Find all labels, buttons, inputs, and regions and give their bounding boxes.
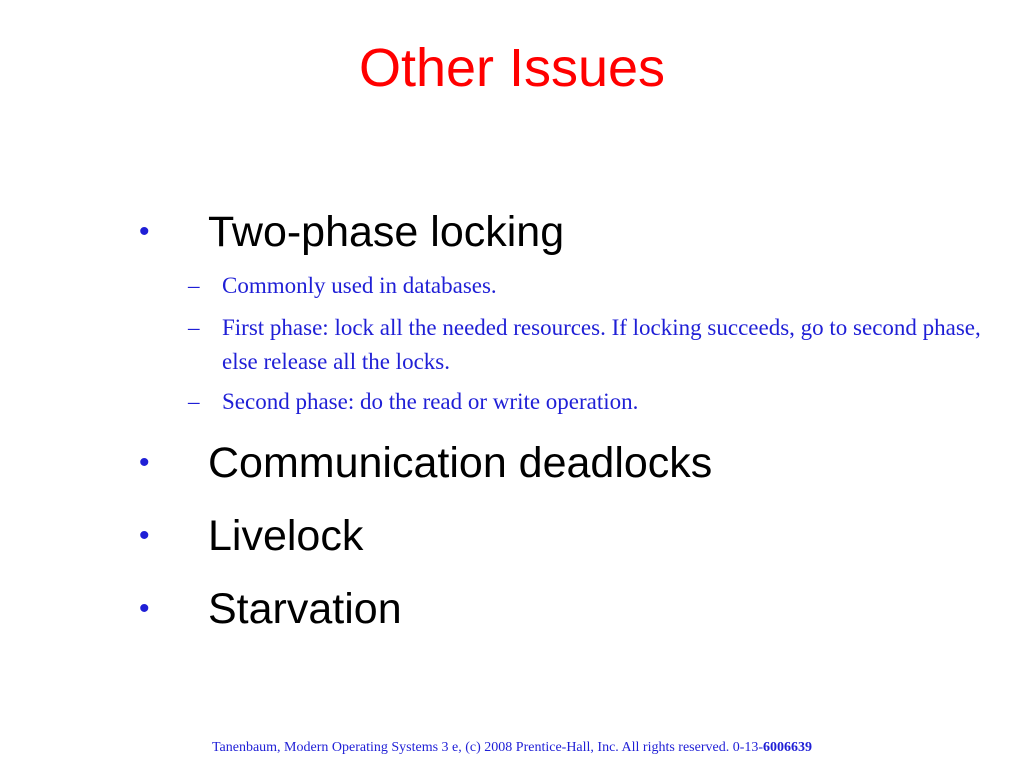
bullet-text: Communication deadlocks: [208, 439, 713, 487]
bullet-icon: •: [139, 446, 150, 479]
dash-icon: –: [188, 273, 200, 298]
bullet-text: Starvation: [208, 585, 402, 633]
bullet-icon: •: [139, 215, 150, 248]
sub-item-text: First phase: lock all the needed resources. If locking succeeds, go to second phase, else release all the locks.: [222, 315, 981, 374]
bullet-icon: •: [139, 519, 150, 552]
footer-isbn-suffix: 6006639: [763, 740, 813, 755]
sub-item-text: Second phase: do the read or write operation.: [222, 389, 639, 414]
footer-text: Tanenbaum, Modern Operating Systems 3 e, (c) 2008 Prentice-Hall, Inc. All rights reserved. 0-13-: [211, 740, 764, 755]
sub-item-text: Commonly used in databases.: [222, 273, 497, 298]
dash-icon: –: [188, 315, 200, 340]
footer-copyright: [0, 737, 1024, 759]
bullet-text: Livelock: [208, 512, 364, 560]
slide-title: Other Issues: [358, 38, 666, 98]
bullet-icon: •: [139, 592, 150, 625]
dash-icon: –: [188, 389, 200, 414]
bullet-text: Two-phase locking: [208, 208, 565, 256]
